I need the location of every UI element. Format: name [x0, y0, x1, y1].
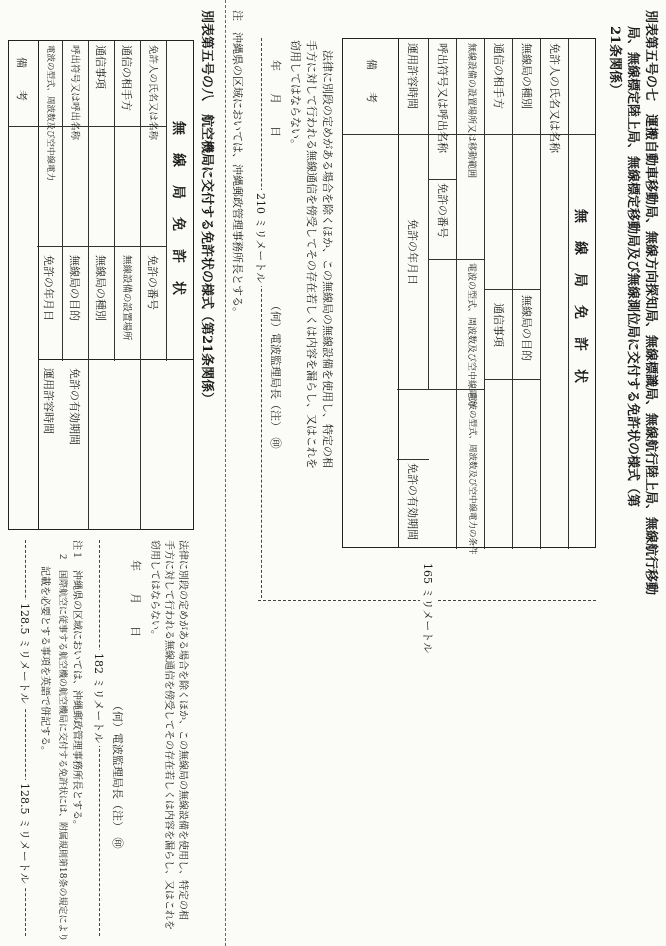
- lower-label-call-sign: 呼出符号又は呼出名称: [69, 45, 80, 141]
- upper-legal-text-line3: 窃用してはならない。: [289, 40, 302, 150]
- lower-license-form: [38, 40, 194, 360]
- lower-cell-divider: [8, 126, 38, 127]
- upper-label-license-number: 免許の番号: [436, 183, 449, 238]
- upper-label-call-sign: 呼出符号又は呼出名称: [436, 43, 449, 153]
- upper-note: 注 沖縄県の区域においては、沖縄郵政管理事務所長とする。: [231, 10, 244, 318]
- lower-label-equipment-location: 無線設備の設置場所: [121, 255, 132, 341]
- lower-note2: ２ 国際航空に従事する航空機の航空機局に交付する免許状には、附属規則第18条の規定により: [57, 552, 67, 942]
- lower-issuer: （何）電波監理局長（注） ㊞: [111, 700, 124, 849]
- upper-label-station-type: 無線局の種別: [520, 43, 533, 109]
- lower-legal-text-line1: 法律に別段の定めがある場合を除くほか、この無線局の無線設備を使用し、特定の相: [177, 540, 188, 920]
- lower-label-station-type: 無線局の種別: [94, 255, 107, 321]
- lower-label-license-validity: 免許の有効期間: [68, 368, 81, 445]
- upper-cell-divider: [513, 289, 541, 290]
- upper-label-operating-hours: 運用許容時間: [406, 43, 419, 109]
- lower-extra-cells: [38, 360, 194, 530]
- upper-label-station-purpose: 無線局の目的: [520, 295, 533, 361]
- upper-legal-text-line2: 手方に対して行われる無線通信を傍受してその存在若しくは内容を漏らし、又はこれを: [305, 40, 318, 469]
- lower-form-title: 無 線 局 免 許 状: [170, 121, 186, 297]
- upper-cell-divider: [429, 259, 485, 260]
- upper-dim-width: 210 ミリメートル: [253, 190, 269, 286]
- upper-date-line: 年 月 日: [269, 60, 282, 137]
- lower-label-license-number: 免許の番号: [146, 255, 159, 310]
- lower-note3: 記載を必要とする事項を英語で併記する。: [39, 566, 50, 756]
- lower-cell-divider: [37, 246, 167, 247]
- upper-remarks-box: [342, 38, 398, 548]
- upper-issuer: （何）電波監理局長（注） ㊞: [269, 300, 282, 449]
- upper-label-comm-matters: 通信事項: [492, 303, 505, 347]
- lower-row-divider: [88, 41, 89, 361]
- lower-dim-height-right: 128.5 ミリメートル: [17, 780, 33, 887]
- upper-label-col-divider: [397, 134, 595, 135]
- lower-label-emission-freq: 電波の型式、周波数及び空中線電力: [45, 45, 55, 182]
- upper-cell-divider: [397, 459, 429, 460]
- lower-row-divider: [62, 41, 63, 361]
- upper-license-form: [398, 38, 596, 555]
- upper-dim-height: 165 ミリメートル: [420, 560, 436, 656]
- upper-label-license-date: 免許の年月日: [406, 219, 419, 285]
- upper-label-licensee: 免許人の氏名又は名称: [548, 43, 561, 153]
- lower-label-license-date: 免許の年月日: [42, 255, 55, 321]
- lower-remarks-box: [8, 40, 38, 530]
- lower-row-divider: [140, 41, 141, 361]
- page-separator: [225, 0, 226, 946]
- lower-label-comm-party: 通信の相手方: [120, 45, 133, 111]
- lower-label-station-purpose: 無線局の目的: [68, 255, 81, 321]
- upper-row-divider: [540, 39, 541, 549]
- lower-dim-height-left: 128.5 ミリメートル: [17, 600, 33, 707]
- lower-row-divider: [88, 360, 89, 530]
- upper-label-remarks: 備 考: [365, 59, 378, 103]
- upper-label-comm-party: 通信の相手方: [492, 43, 505, 109]
- lower-dim-width: 182 ミリメートル: [91, 650, 107, 746]
- upper-cell-divider: [485, 379, 513, 380]
- upper-row-divider: [568, 39, 569, 549]
- upper-heading-line1: 別表第五号の七 運搬自動車移動局、無線方向探知局、無線標識局、無線航行陸上局、無線航行移動: [643, 10, 658, 596]
- lower-row-divider: [140, 360, 141, 530]
- lower-date-line: 年 月 日: [129, 560, 142, 637]
- lower-row-divider: [166, 41, 167, 361]
- upper-cell-divider: [342, 134, 398, 135]
- upper-row-divider: [456, 39, 457, 549]
- upper-legal-text-line1: 法律に別段の定めがある場合を除くほか、この無線局の無線設備を使用し、特定の相: [321, 50, 334, 468]
- upper-row-divider: [484, 39, 485, 549]
- upper-heading-line2: 局、無線標定陸上局、無線標定移動局及び無線測位局に交付する免許状の様式（第: [625, 26, 640, 508]
- upper-row-divider: [512, 39, 513, 549]
- lower-label-licensee: 免許人の氏名又は名称: [147, 45, 158, 141]
- upper-label-equipment-location: 無線設備の設置場所又は移動範囲: [466, 43, 476, 179]
- upper-label-emission-freq-cond: 電波の型式、周波数及び空中線電力の条件: [467, 393, 477, 555]
- upper-label-emission-freq: 電波の型式、周波数及び空中線電力: [466, 263, 476, 408]
- upper-width-dimension-line: [261, 38, 262, 598]
- lower-row-divider: [114, 41, 115, 361]
- lower-note1: 注１ 沖縄県の区域においては、沖縄郵政管理事務所長とする。: [71, 540, 82, 830]
- lower-label-comm-matters: 通信事項: [94, 45, 107, 89]
- upper-cell-divider: [485, 289, 513, 290]
- lower-heading: 別表第五号の八 航空機局に交付する免許状の様式（第21条関係）: [199, 10, 214, 406]
- upper-cell-divider: [513, 379, 541, 380]
- upper-label-license-validity: 免許の有効期間: [406, 463, 419, 540]
- lower-legal-text-line2: 手方に対して行われる無線通信を傍受してその存在若しくは内容を漏らし、又はこれを: [163, 540, 174, 930]
- upper-cell-divider: [429, 179, 457, 180]
- lower-label-operating-hours: 運用許容時間: [42, 368, 55, 434]
- lower-label-remarks: 備 考: [15, 57, 28, 101]
- lower-legal-text-line3: 窃用してはならない。: [149, 540, 160, 640]
- upper-heading-line3: 21条関係）: [607, 26, 622, 97]
- upper-form-title: 無 線 局 免 許 状: [572, 209, 588, 385]
- upper-row-divider: [428, 39, 429, 389]
